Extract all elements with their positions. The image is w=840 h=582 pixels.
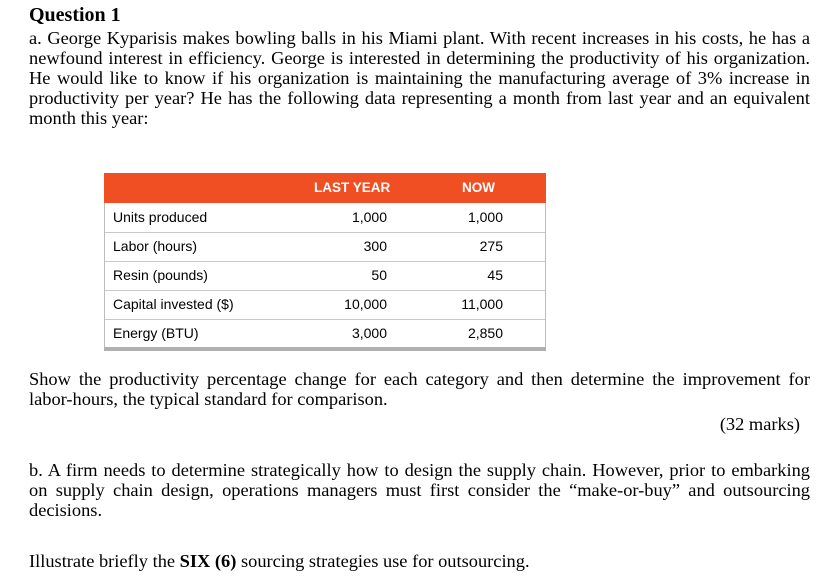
table-row — [105, 203, 545, 233]
table-header — [104, 173, 546, 203]
table-row — [105, 261, 545, 291]
last-year-value: 50 — [371, 267, 387, 283]
table-row — [105, 319, 545, 348]
part-b-intro: b. A firm needs to determine strategically how to design the supply chain. However, prior to embarking on supply chain design, operations managers must first consider the “make-or-buy” and outsourcing decisions. — [29, 460, 810, 520]
last-year-value: 1,000 — [351, 209, 387, 225]
last-year-value: 3,000 — [351, 325, 387, 341]
now-value: 275 — [479, 238, 503, 254]
last-year-value: 300 — [363, 238, 387, 254]
data-table — [104, 173, 546, 351]
marks-label: (32 marks) — [719, 414, 800, 434]
illustrate-suffix: sourcing strategies use for outsourcing. — [236, 551, 530, 571]
header-last-year: LAST YEAR — [314, 180, 391, 195]
part-a-instruction: Show the productivity percentage change for each category and then determine the improvement for labor-hours, the typical standard for comparison. — [29, 369, 810, 409]
last-year-value: 10,000 — [344, 296, 387, 312]
now-value: 2,850 — [467, 325, 503, 341]
part-b-question — [29, 551, 530, 572]
row-label: Resin (pounds) — [113, 267, 208, 283]
header-now: NOW — [462, 180, 495, 195]
table-row — [105, 290, 545, 320]
illustrate-prefix: Illustrate briefly the — [29, 551, 180, 571]
now-value: 11,000 — [461, 296, 503, 312]
question-title: Question 1 — [29, 4, 121, 26]
row-label: Labor (hours) — [113, 238, 198, 254]
now-value: 45 — [487, 267, 503, 283]
part-a-intro: a. George Kyparisis makes bowling balls in his Miami plant. With recent increases in his costs, he has a newfound interest in efficiency. George is interested in determining the productivity of his organization. He would like to know if his organization is maintaining the manufacturing average of 3% increase in productivity per year? He has the following data representing a month from last year and an equivalent month this year: — [29, 28, 810, 128]
now-value: 1,000 — [467, 209, 503, 225]
illustrate-count: SIX (6) — [179, 551, 237, 571]
row-label: Capital invested ($) — [113, 296, 234, 312]
table-body — [104, 203, 546, 347]
table-bottom-rule — [104, 347, 546, 351]
row-label: Energy (BTU) — [113, 325, 199, 341]
table-row — [105, 232, 545, 262]
row-label: Units produced — [113, 209, 208, 225]
